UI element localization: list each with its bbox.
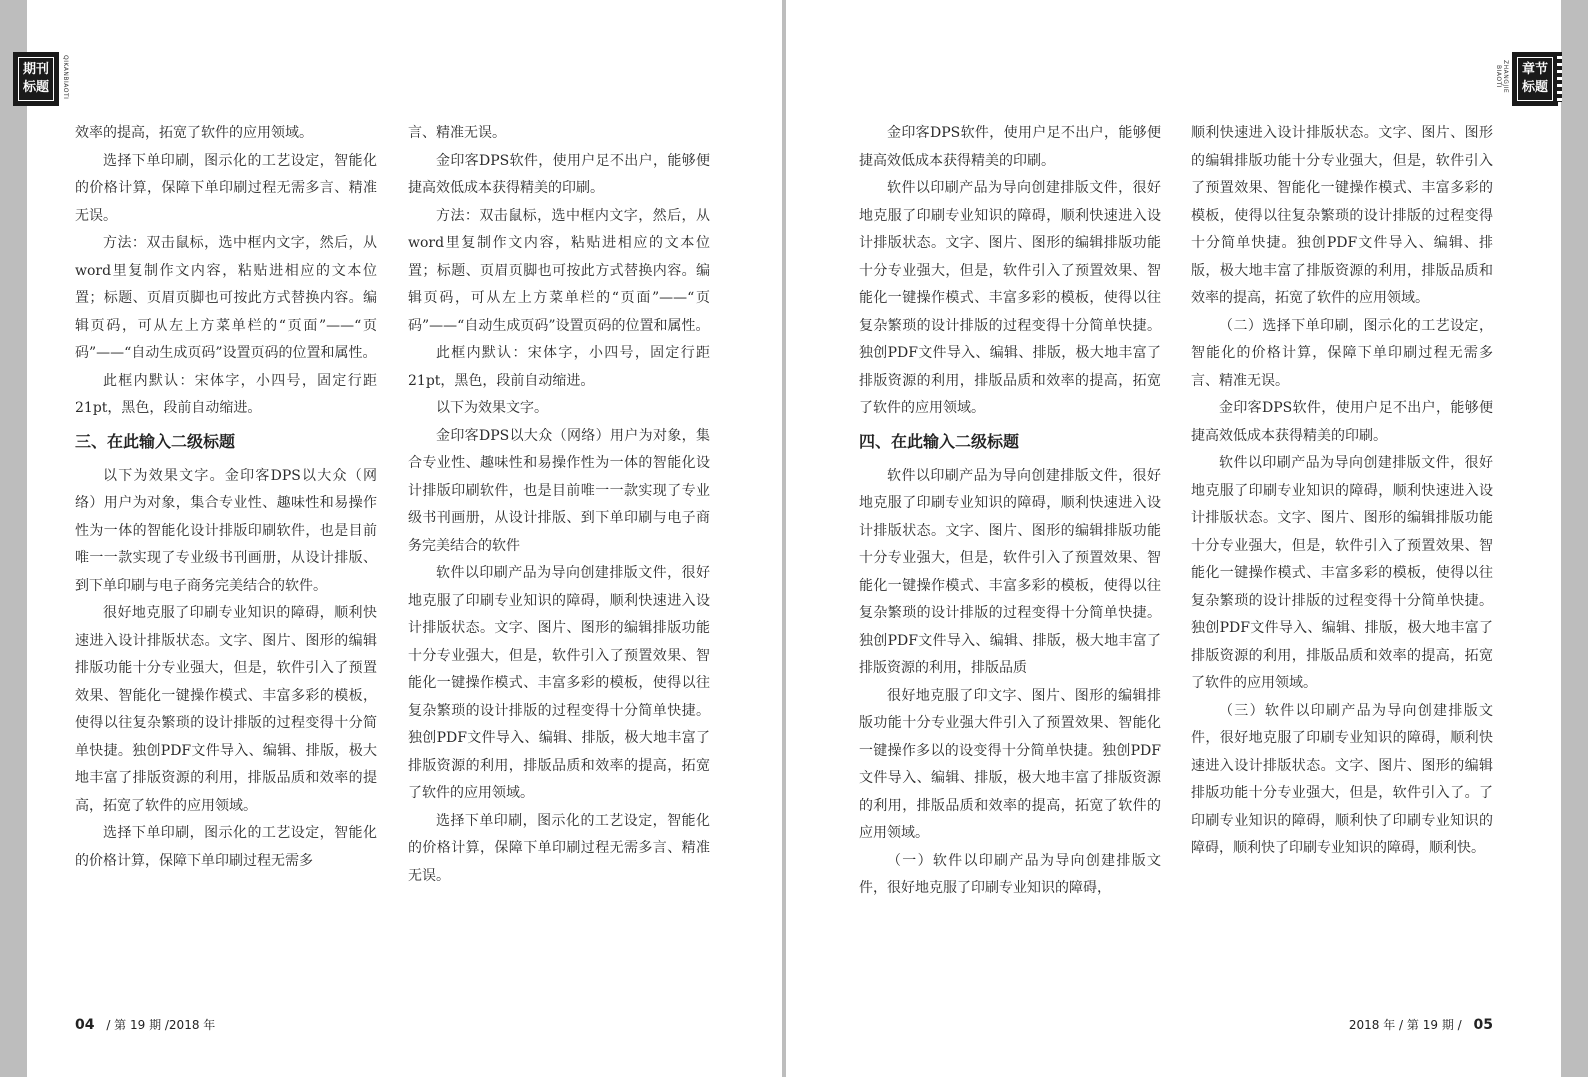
paragraph: 顺利快速进入设计排版状态。文字、图片、图形的编辑排版功能十分专业强大，但是，软件引入了预置效果、智能化一键操作模式、丰富多彩的模板，使得以往复杂繁琐的设计排版的过程变得十分简单快捷。独创PDF文件导入、编辑、排版，极大地丰富了排版资源的利用，排版品质和效率的提高，拓宽了软件的应用领域。 (1191, 125, 1493, 306)
page-number: 05 (1473, 1017, 1493, 1033)
text-column-3 (859, 120, 1161, 903)
badge-pinyin: QIKANBIAOTI (62, 54, 69, 100)
badge-pinyin: ZHANGJIE BIAOTI (1495, 60, 1509, 94)
text-column-4 (1191, 120, 1493, 863)
section-heading: 三、在此输入二级标题 (75, 431, 236, 451)
badge-line-1: 期刊 (22, 62, 49, 77)
paragraph: 方法：双击鼠标，选中框内文字，然后，从word里复制作文内容，粘贴进相应的文本位置；标题、页眉页脚也可按此方式替换内容。编辑页码，可从左上方菜单栏的“页面”——“页码”——“自动生成页码”设置页码的位置和属性。 (75, 235, 377, 361)
paragraph: 此框内默认：宋体字，小四号，固定行距21pt，黑色，段前自动缩进。 (408, 345, 710, 389)
paragraph: 金印客DPS软件，使用户足不出户，能够便捷高效低成本获得精美的印刷。 (408, 152, 710, 196)
badge-line-2: 标题 (22, 80, 49, 95)
paragraph: 软件以印刷产品为导向创建排版文件，很好地克服了印刷专业知识的障碍，顺利快速进入设计排版状态。文字、图片、图形的编辑排版功能十分专业强大，但是，软件引入了预置效果、智能化一键操作模式、丰富多彩的模板，使得以往复杂繁琐的设计排版的过程变得十分简单快捷。独创PDF文件导入、编辑、排版，极大地丰富了排版资源的利用，排版品质和效率的提高，拓宽了软件的应用领域。 (859, 180, 1161, 416)
paragraph: 以下为效果文字。 (436, 400, 548, 416)
badge-line-1: 章节 (1521, 62, 1548, 77)
paragraph: 很好地克服了印刷专业知识的障碍，顺利快速进入设计排版状态。文字、图片、图形的编辑排版功能十分专业强大，但是，软件引入了预置效果、智能化一键操作模式、丰富多彩的模板，使得以往复杂繁琐的设计排版的过程变得十分简单快捷。独创PDF文件导入、编辑、排版，极大地丰富了排版资源的利用，排版品质和效率的提高，拓宽了软件的应用领域。 (75, 605, 377, 814)
paragraph: 效率的提高，拓宽了软件的应用领域。 (75, 125, 313, 141)
section-badge (1512, 52, 1558, 106)
paragraph: 很好地克服了印文字、图片、图形的编辑排版功能十分专业强大件引入了预置效果、智能化一键操作多以的设变得十分简单快捷。独创PDF文件导入、编辑、排版，极大地丰富了排版资源的利用，排版品质和效率的提高，拓宽了软件的应用领域。 (859, 687, 1161, 841)
paragraph: 此框内默认：宋体字，小四号，固定行距21pt，黑色，段前自动缩进。 (75, 372, 377, 416)
page-footer (1349, 1016, 1493, 1033)
paragraph: 软件以印刷产品为导向创建排版文件，很好地克服了印刷专业知识的障碍，顺利快速进入设计排版状态。文字、图片、图形的编辑排版功能十分专业强大，但是，软件引入了预置效果、智能化一键操作模式、丰富多彩的模板，使得以往复杂繁琐的设计排版的过程变得十分简单快捷。独创PDF文件导入、编辑、排版，极大地丰富了排版资源的利用，排版品质 (859, 467, 1161, 676)
left-page (22, 0, 782, 1077)
filmstrip-decoration (1557, 52, 1562, 102)
badge-line-2: 标题 (1521, 80, 1548, 95)
paragraph: 言、精准无误。 (408, 125, 506, 141)
paragraph: 以下为效果文字。金印客DPS以大众（网络）用户为对象，集合专业性、趣味性和易操作性为一体的智能化设计排版印刷软件，也是目前唯一一款实现了专业级书刊画册，从设计排版、到下单印刷与电子商务完美结合的软件。 (75, 467, 377, 594)
paragraph: 选择下单印刷，图示化的工艺设定，智能化的价格计算，保障下单印刷过程无需多言、精准无误。 (408, 812, 710, 884)
issue-info: / 第 19 期 /2018 年 (106, 1018, 216, 1032)
section-heading: 四、在此输入二级标题 (859, 431, 1020, 451)
paragraph: （一）软件以印刷产品为导向创建排版文件，很好地克服了印刷专业知识的障碍， (859, 852, 1161, 896)
paragraph: 金印客DPS软件，使用户足不出户，能够便捷高效低成本获得精美的印刷。 (859, 125, 1161, 169)
paragraph: 软件以印刷产品为导向创建排版文件，很好地克服了印刷专业知识的障碍，顺利快速进入设计排版状态。文字、图片、图形的编辑排版功能十分专业强大，但是，软件引入了预置效果、智能化一键操作模式、丰富多彩的模板，使得以往复杂繁琐的设计排版的过程变得十分简单快捷。独创PDF文件导入、编辑、排版，极大地丰富了排版资源的利用，排版品质和效率的提高，拓宽了软件的应用领域。 (1191, 455, 1493, 691)
page-footer (75, 1016, 215, 1033)
paragraph: 软件以印刷产品为导向创建排版文件，很好地克服了印刷专业知识的障碍，顺利快速进入设计排版状态。文字、图片、图形的编辑排版功能十分专业强大，但是，软件引入了预置效果、智能化一键操作模式、丰富多彩的模板，使得以往复杂繁琐的设计排版的过程变得十分简单快捷。独创PDF文件导入、编辑、排版，极大地丰富了排版资源的利用，排版品质和效率的提高，拓宽了软件的应用领域。 (408, 565, 710, 801)
text-column-1 (75, 120, 377, 875)
paragraph: 选择下单印刷，图示化的工艺设定，智能化的价格计算，保障下单印刷过程无需多 (75, 825, 377, 869)
right-page (786, 0, 1561, 1077)
paragraph: 金印客DPS以大众（网络）用户为对象，集合专业性、趣味性和易操作性为一体的智能化设计排版印刷软件，也是目前唯一一款实现了专业级书刊画册，从设计排版、到下单印刷与电子商务完美结合的软件 (408, 427, 710, 554)
issue-info: 2018 年 / 第 19 期 / (1348, 1018, 1462, 1032)
text-column-2 (408, 120, 710, 890)
paragraph: 选择下单印刷，图示化的工艺设定，智能化的价格计算，保障下单印刷过程无需多言、精准无误。 (75, 152, 377, 224)
paragraph: （二）选择下单印刷，图示化的工艺设定，智能化的价格计算，保障下单印刷过程无需多言、精准无误。 (1191, 317, 1493, 389)
paragraph: （三）软件以印刷产品为导向创建排版文件，很好地克服了印刷专业知识的障碍，顺利快速进入设计排版状态。文字、图片、图形的编辑排版功能十分专业强大，但是，软件引入了。了印刷专业知识的障碍，顺利快了印刷专业知识的障碍，顺利快了印刷专业知识的障碍，顺利快。 (1191, 702, 1493, 856)
page-number: 04 (75, 1017, 95, 1033)
paragraph: 方法：双击鼠标，选中框内文字，然后，从word里复制作文内容，粘贴进相应的文本位置；标题、页眉页脚也可按此方式替换内容。编辑页码，可从左上方菜单栏的“页面”——“页码”——“自动生成页码”设置页码的位置和属性。 (408, 207, 710, 334)
paragraph: 金印客DPS软件，使用户足不出户，能够便捷高效低成本获得精美的印刷。 (1191, 400, 1493, 444)
section-badge (13, 52, 59, 106)
